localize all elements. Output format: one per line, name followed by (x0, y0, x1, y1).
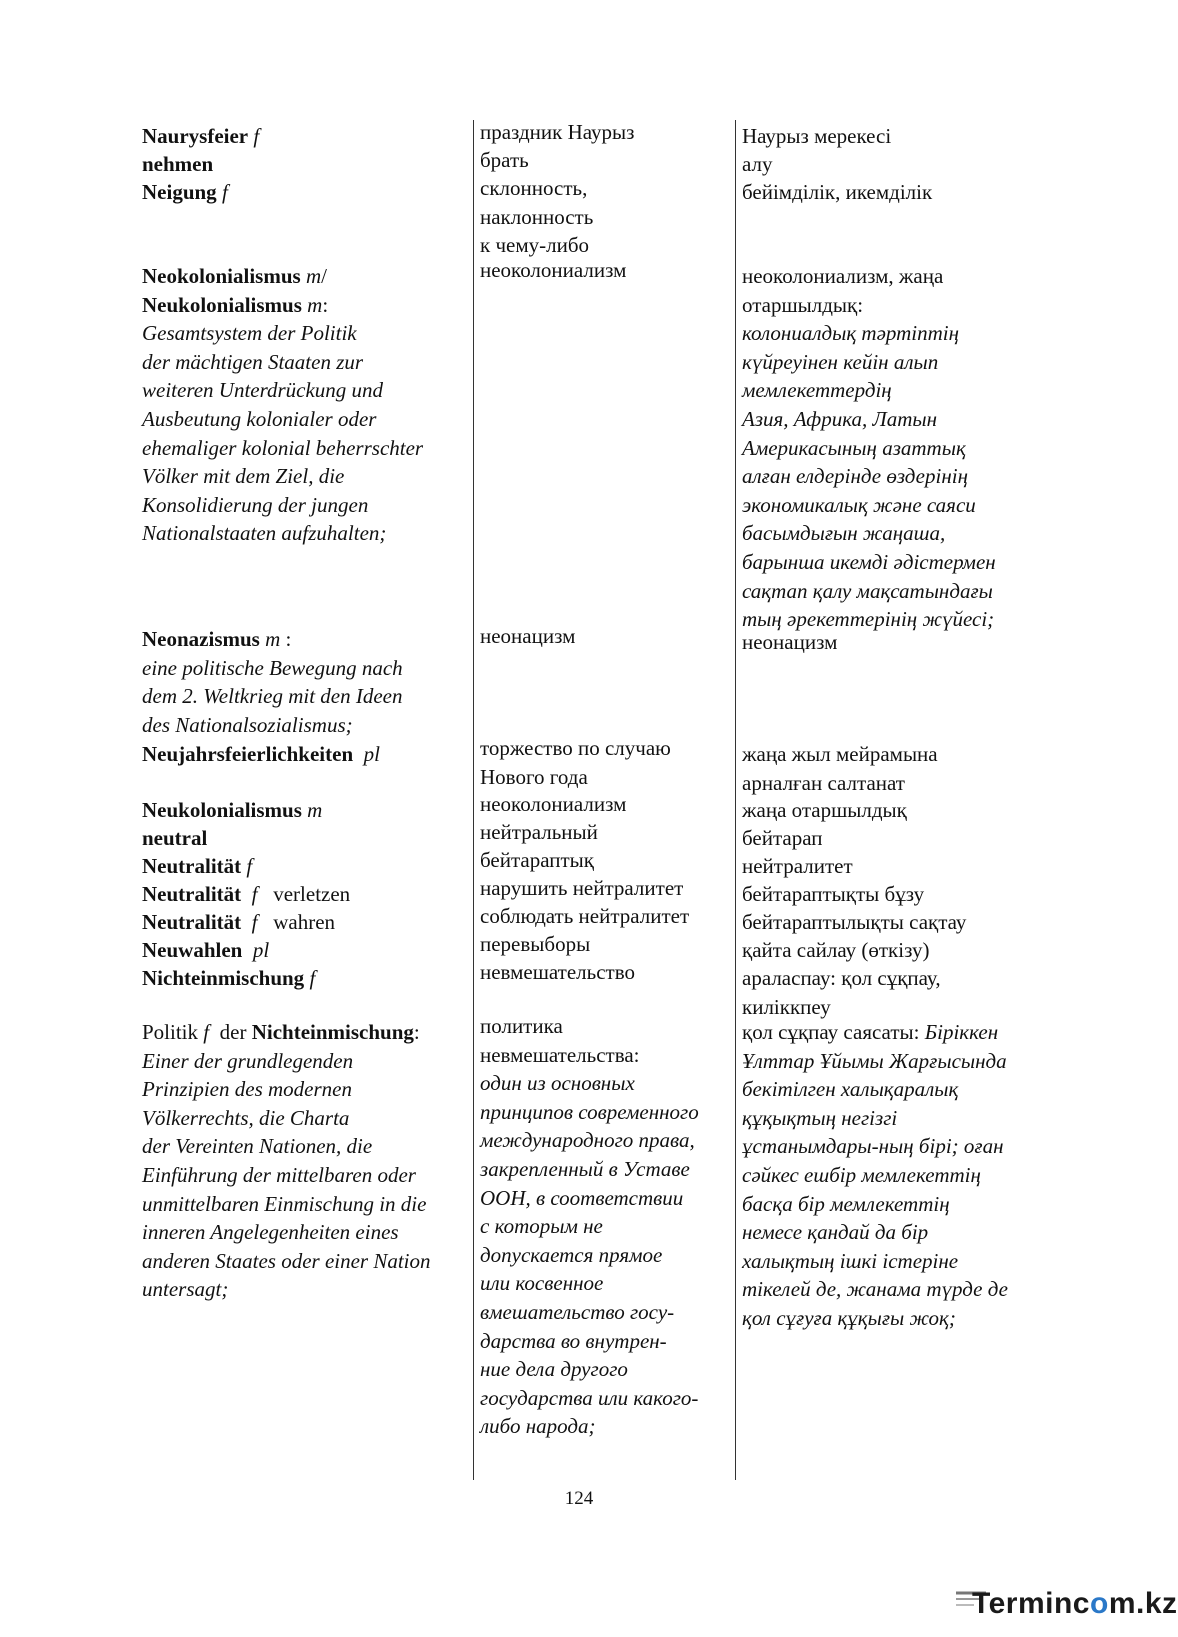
text-run: neutral (142, 826, 208, 850)
page-number: 124 (564, 1488, 594, 1509)
text-run: Einer der grundlegenden (142, 1048, 354, 1073)
text-run: колониалдық тәртіптің (742, 321, 960, 346)
entry-line (742, 122, 1072, 151)
text-run: невмешательство (480, 960, 635, 984)
german-entry (142, 936, 467, 965)
text-run: der mächtigen Staaten zur (142, 349, 364, 374)
entry-line (480, 874, 730, 903)
text-run: нейтралитет (742, 854, 853, 878)
entry-line (480, 256, 730, 285)
logo-wordmark: Termincom.kz (972, 1587, 1178, 1620)
entry-line (480, 1069, 730, 1098)
text-run: Азия, Африка, Латын (742, 406, 938, 431)
text-run: / (321, 264, 327, 288)
entry-line (142, 824, 467, 853)
text-run: тікелей де, жанама түрде де (742, 1277, 1008, 1302)
text-run: dem 2. Weltkrieg mit den Ideen (142, 684, 403, 709)
entry-line (142, 654, 467, 683)
entry-line (480, 1212, 730, 1241)
entry-line (480, 734, 730, 763)
text-run: f (241, 910, 258, 934)
text-run: перевыборы (480, 932, 591, 956)
entry-line (480, 1184, 730, 1213)
text-run: f (241, 882, 258, 906)
entry-line (142, 1075, 467, 1104)
text-run: неоколониализм (480, 792, 627, 816)
russian-entry (480, 902, 730, 931)
entry-line (742, 880, 1072, 909)
text-run: басымдығын жаңаша, (742, 521, 946, 546)
entry-line (142, 936, 467, 965)
text-run: Naurysfeier (142, 124, 249, 148)
entry-line (142, 150, 467, 179)
text-run: праздник Наурыз (480, 120, 635, 144)
german-entry (142, 740, 467, 769)
text-run: Нового года (480, 764, 588, 789)
kazakh-entry (742, 1018, 1072, 1333)
entry-line (742, 936, 1072, 965)
entry-line (742, 628, 1072, 657)
text-run: принципов современного (480, 1099, 699, 1124)
text-run: экономикалық және саяси (742, 492, 976, 517)
entry-line (480, 958, 730, 987)
entry-line (742, 1161, 1072, 1190)
german-entry (142, 796, 467, 825)
text-run: Neigung (142, 180, 217, 204)
text-run: Einführung der mittelbaren oder (142, 1162, 416, 1187)
entry-line (142, 1218, 467, 1247)
entry-line (142, 434, 467, 463)
text-run: или косвенное (480, 1271, 604, 1296)
text-run: Neuwahlen (142, 938, 243, 962)
text-run: либо народа; (480, 1414, 596, 1439)
entry-line (142, 1161, 467, 1190)
russian-entry (480, 146, 730, 175)
text-run: дарства во внутрен- (480, 1328, 667, 1353)
entry-line (480, 790, 730, 819)
text-run: бейтарап (742, 826, 823, 850)
text-run: неоколониализм, жаңа (742, 264, 944, 288)
entry-line (742, 1275, 1072, 1304)
termincom-logo[interactable] (950, 1585, 1178, 1633)
entry-line (480, 1098, 730, 1127)
kazakh-entry (742, 122, 1072, 151)
text-run: ние дела другого (480, 1357, 628, 1382)
text-run: ұстанымдары-ның бірі; оған (742, 1134, 1004, 1159)
text-run: anderen Staates oder einer Nation (142, 1248, 431, 1273)
entry-line (142, 1275, 467, 1304)
text-run: наклонность (480, 204, 594, 229)
entry-line (742, 348, 1072, 377)
entry-line (142, 964, 467, 993)
text-run: қайта сайлау (өткізу) (742, 938, 930, 962)
entry-line (480, 174, 730, 203)
entry-line (742, 1247, 1072, 1276)
entry-line (142, 682, 467, 711)
text-run: wahren (257, 910, 336, 934)
text-run: Neutralität (142, 882, 242, 906)
text-run: f (203, 1020, 210, 1044)
text-run: брать (480, 148, 529, 172)
entry-line (480, 1241, 730, 1270)
entry-line (480, 1384, 730, 1413)
text-run: f (241, 854, 253, 878)
entry-line (742, 769, 1072, 798)
kazakh-entry (742, 262, 1072, 634)
german-entry (142, 1018, 467, 1304)
russian-entry (480, 818, 730, 847)
entry-line (480, 146, 730, 175)
column-divider-right (735, 120, 736, 1480)
text-run: nehmen (142, 152, 214, 176)
text-run: бейтараптылықты сақтау (742, 910, 967, 934)
entry-line (742, 1190, 1072, 1219)
entry-line (742, 178, 1072, 207)
entry-line (480, 1269, 730, 1298)
text-run: inneren Angelegenheiten eines (142, 1220, 399, 1245)
entry-line (742, 824, 1072, 853)
entry-line (142, 1190, 467, 1219)
entry-line (742, 519, 1072, 548)
entry-line (142, 740, 467, 769)
entry-line (480, 818, 730, 847)
text-run: немесе қандай да бір (742, 1220, 929, 1245)
text-run: Politik (142, 1020, 204, 1044)
text-run: Neonazismus (142, 627, 260, 651)
entry-line (742, 1075, 1072, 1104)
kazakh-entry (742, 628, 1072, 657)
entry-line (742, 852, 1072, 881)
german-entry (142, 178, 467, 207)
text-run: басқа бір мемлекеттің (742, 1191, 950, 1216)
text-run: к чему-либо (480, 233, 590, 258)
kazakh-entry (742, 824, 1072, 853)
text-run: алған елдерінде өздерінің (742, 464, 968, 489)
german-entry (142, 625, 467, 739)
text-run: тың әрекеттерінің жүйесі; (742, 607, 995, 632)
entry-line (142, 491, 467, 520)
text-run: неонацизм (480, 624, 576, 648)
entry-line (142, 376, 467, 405)
text-run: Neokolonialismus (142, 264, 301, 288)
text-run: сәйкес ешбір мемлекеттің (742, 1162, 981, 1187)
text-run: der Vereinten Nationen, die (142, 1134, 373, 1159)
entry-line (742, 577, 1072, 606)
text-run: сақтап қалу мақсатындағы (742, 578, 993, 603)
text-run: ehemaliger kolonial beherrschter (142, 435, 424, 460)
text-run: m (300, 264, 322, 288)
text-run: verletzen (257, 882, 351, 906)
entry-line (142, 262, 467, 291)
german-entry (142, 150, 467, 179)
text-run: отаршылдық: (742, 292, 864, 317)
text-run: неонацизм (742, 630, 838, 654)
entry-line (742, 262, 1072, 291)
text-run: арналған салтанат (742, 770, 905, 795)
kazakh-entry (742, 740, 1072, 797)
entry-line (142, 625, 467, 654)
text-run: untersagt; (142, 1277, 229, 1302)
text-run: бекітілген халықаралық (742, 1077, 959, 1102)
entry-line (742, 1132, 1072, 1161)
entry-line (742, 1104, 1072, 1133)
text-run: склонность, (480, 176, 588, 200)
text-run: киліккпеу (742, 994, 831, 1019)
russian-entry (480, 846, 730, 875)
text-run: Völkerrechts, die Charta (142, 1105, 350, 1130)
entry-line (742, 434, 1072, 463)
entry-line (142, 178, 467, 207)
text-run: Nichteinmischung (251, 1020, 414, 1044)
german-entry (142, 852, 467, 881)
text-run: Ausbeutung kolonialer oder (142, 406, 377, 431)
entry-line (742, 1018, 1072, 1047)
entry-line (742, 1218, 1072, 1247)
entry-line (142, 319, 467, 348)
entry-line (742, 964, 1072, 993)
german-entry (142, 880, 467, 909)
text-run: : (280, 627, 292, 651)
entry-line (742, 1047, 1072, 1076)
entry-line (142, 711, 467, 740)
entry-line (480, 1126, 730, 1155)
entry-line (142, 405, 467, 434)
text-run: бейтараптықты бұзу (742, 882, 925, 906)
entry-line (480, 203, 730, 232)
text-run: Neutralität (142, 854, 242, 878)
entry-line (142, 122, 467, 151)
text-run: Neukolonialismus (142, 292, 302, 317)
entry-line (742, 908, 1072, 937)
german-entry (142, 122, 467, 151)
entry-line (742, 1304, 1072, 1333)
russian-entry (480, 174, 730, 260)
entry-line (742, 150, 1072, 179)
text-run: Völker mit dem Ziel, die (142, 464, 345, 489)
kazakh-entry (742, 796, 1072, 825)
text-run: вмешательство госу- (480, 1299, 675, 1324)
text-run: Neukolonialismus (142, 798, 302, 822)
entry-line (142, 1047, 467, 1076)
text-run: Ұлттар Ұйымы Жарғысында (742, 1048, 1007, 1073)
entry-line (142, 291, 467, 320)
entry-line (480, 1327, 730, 1356)
text-run: des Nationalsozialismus; (142, 712, 353, 737)
text-run: один из основных (480, 1071, 635, 1096)
entry-line (142, 880, 467, 909)
text-run: алу (742, 152, 773, 176)
text-run: m (301, 292, 323, 317)
text-run: нейтральный (480, 820, 598, 844)
text-run: күйреуінен кейін алып (742, 349, 939, 374)
kazakh-entry (742, 936, 1072, 965)
text-run: мемлекеттердің (742, 378, 892, 403)
kazakh-entry (742, 852, 1072, 881)
text-run: Prinzipien des modernen (142, 1077, 352, 1102)
text-run: құқықтың негізгі (742, 1105, 898, 1130)
russian-entry (480, 622, 730, 651)
russian-entry (480, 790, 730, 819)
text-run: : (322, 292, 329, 317)
entry-line (142, 1132, 467, 1161)
text-run: Neutralität (142, 910, 242, 934)
russian-entry (480, 930, 730, 959)
entry-line (742, 376, 1072, 405)
text-run: государства или какого- (480, 1385, 699, 1410)
text-run: pl (353, 742, 380, 766)
text-run: Neujahrsfeierlichkeiten (142, 742, 354, 766)
text-run: неоколониализм (480, 258, 627, 282)
german-entry (142, 824, 467, 853)
entry-line (480, 846, 730, 875)
text-run: политика (480, 1014, 563, 1038)
entry-line (480, 1012, 730, 1041)
entry-line (480, 930, 730, 959)
entry-line (742, 740, 1072, 769)
text-run: Наурыз мерекесі (742, 124, 892, 148)
text-run: допускается прямое (480, 1242, 663, 1267)
text-run: Nationalstaaten aufzuhalten; (142, 521, 387, 546)
text-run: барынша икемді әдістермен (742, 549, 996, 574)
text-run: : (413, 1020, 420, 1044)
entry-line (480, 118, 730, 147)
text-run: unmittelbaren Einmischung in die (142, 1191, 427, 1216)
entry-line (480, 763, 730, 792)
entry-line (142, 348, 467, 377)
entry-line (742, 405, 1072, 434)
text-run: қол сұқпау саясаты: (742, 1020, 925, 1044)
entry-line (142, 1104, 467, 1133)
kazakh-entry (742, 150, 1072, 179)
german-entry (142, 908, 467, 937)
entry-line (480, 902, 730, 931)
entry-line (480, 1412, 730, 1441)
text-run: Nichteinmischung (142, 966, 305, 990)
column-divider-left (473, 120, 474, 1480)
kazakh-entry (742, 908, 1072, 937)
text-run: Біріккен (924, 1020, 999, 1044)
german-entry (142, 964, 467, 993)
kazakh-entry (742, 178, 1072, 207)
text-run: жаңа жыл мейрамына (742, 742, 938, 766)
text-run: f (304, 966, 316, 990)
entry-line (742, 462, 1072, 491)
text-run: der (209, 1020, 252, 1044)
text-run: соблюдать нейтралитет (480, 904, 690, 928)
entry-line (142, 519, 467, 548)
text-run: pl (242, 938, 270, 962)
text-run: араласпау: қол сұқпау, (742, 966, 941, 990)
russian-entry (480, 874, 730, 903)
text-run: қол сұғуға құқығы жоқ; (742, 1305, 956, 1330)
entry-line (480, 622, 730, 651)
russian-entry (480, 118, 730, 147)
russian-entry (480, 1012, 730, 1441)
text-run: m (259, 627, 281, 651)
entry-line (142, 796, 467, 825)
entry-line (142, 1247, 467, 1276)
text-run: m (301, 798, 323, 822)
text-run: невмешательства: (480, 1042, 640, 1067)
text-run: weiteren Unterdrückung und (142, 378, 384, 403)
text-run: Америкасының азаттық (742, 435, 966, 460)
text-run: бейтараптық (480, 848, 594, 872)
entry-line (480, 1298, 730, 1327)
kazakh-entry (742, 964, 1072, 1021)
kazakh-entry (742, 880, 1072, 909)
entry-line (480, 1155, 730, 1184)
entry-line (142, 462, 467, 491)
text-run: нарушить нейтралитет (480, 876, 684, 900)
text-run: f (248, 124, 260, 148)
russian-entry (480, 256, 730, 285)
text-run: f (216, 180, 228, 204)
text-run: торжество по случаю (480, 736, 671, 760)
text-run: жаңа отаршылдық (742, 798, 907, 822)
entry-line (742, 993, 1072, 1022)
text-run: халықтың ішкі істеріне (742, 1248, 959, 1273)
text-run: eine politische Bewegung nach (142, 655, 403, 680)
entry-line (742, 291, 1072, 320)
text-run: с которым не (480, 1214, 603, 1239)
entry-line (742, 796, 1072, 825)
entry-line (480, 1355, 730, 1384)
entry-line (742, 319, 1072, 348)
text-run: Konsolidierung der jungen (142, 492, 369, 517)
russian-entry (480, 734, 730, 791)
text-run: бейімділік, икемділік (742, 180, 933, 204)
entry-line (142, 1018, 467, 1047)
text-run: закрепленный в Уставе (480, 1156, 690, 1181)
text-run: международного права, (480, 1128, 695, 1153)
entry-line (742, 491, 1072, 520)
russian-entry (480, 958, 730, 987)
entry-line (742, 548, 1072, 577)
entry-line (142, 852, 467, 881)
german-entry (142, 262, 467, 548)
text-run: Gesamtsystem der Politik (142, 321, 357, 346)
text-run: ООН, в соответствии (480, 1185, 684, 1210)
entry-line (480, 1041, 730, 1070)
entry-line (142, 908, 467, 937)
